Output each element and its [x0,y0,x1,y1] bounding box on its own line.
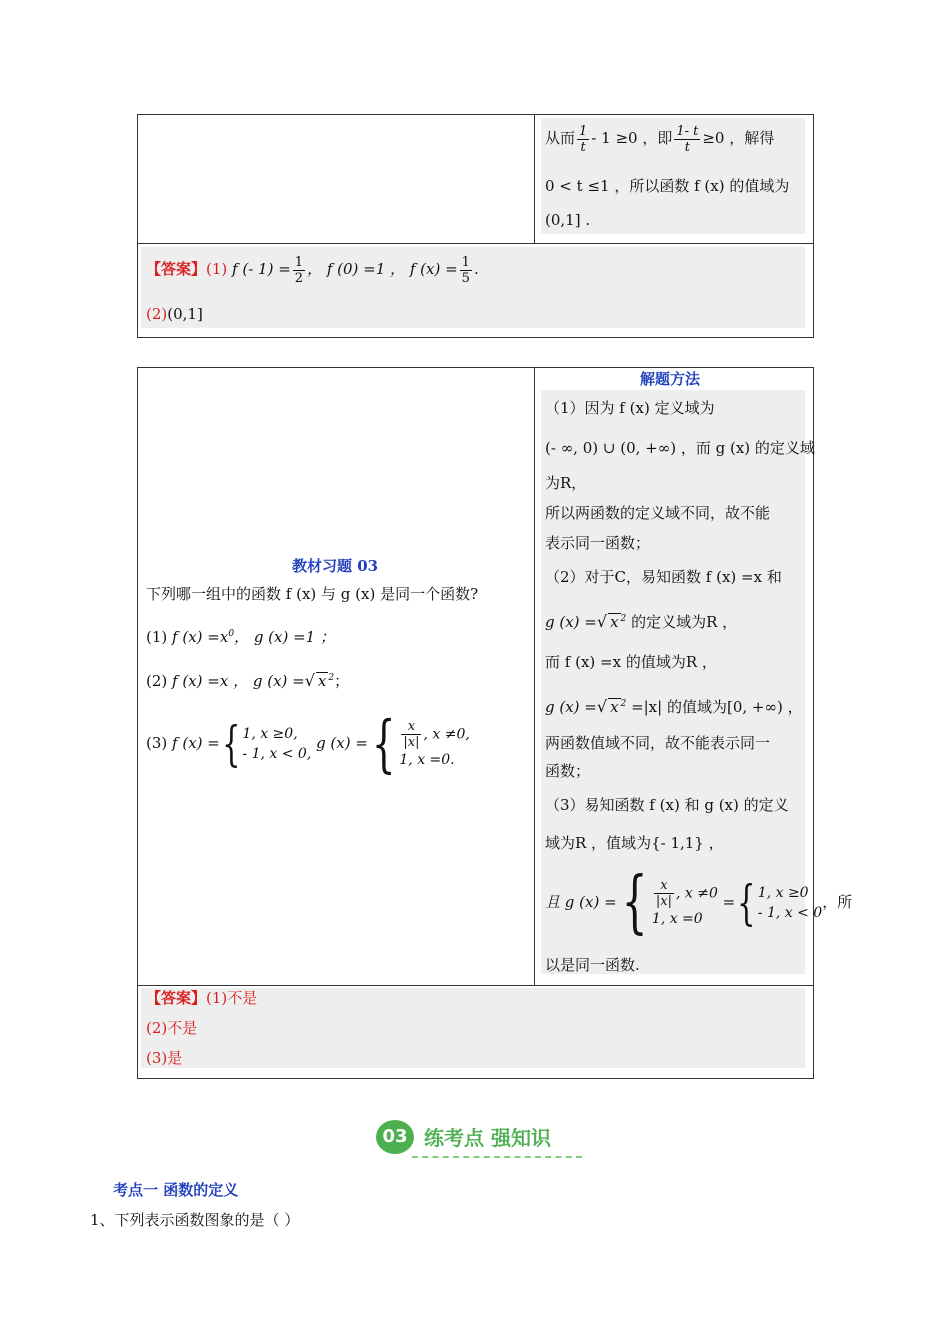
solution-line-3: 为R， [545,474,587,492]
exam-point-heading: 考点一 函数的定义 [113,1181,239,1199]
table-1-answer-line-2: (2)(0,1] [146,305,203,323]
fraction: $\frac{1}{2}$ [294,254,304,286]
solution-line-2: (- ∞, 0) ∪ (0, +∞) ，而 g (x) 的定义域 [545,439,815,457]
table-2-answer-line-3: (3)是 [146,1049,183,1067]
fraction: $\frac{1- t}{t}$ [676,123,699,155]
solution-line-7: g (x) =√ x $^2$ 的定义域为R ， [545,612,738,631]
exercise-part-2: (2) f (x) =x ， g (x) =√ x $^2$； [146,671,350,690]
exercise-part-1: (1) f $(x) =x^0$， g (x) =1 ； [146,628,335,646]
solution-line-4: 所以两函数的定义域不同，故不能 [545,504,771,522]
method-title: 解题方法 [640,370,701,388]
solution-line-15: 以是同一函数. [545,956,640,974]
fraction: $\frac{1}{t}$ [579,123,588,155]
table-1-divider [534,114,535,243]
solution-line-9: g (x) =√ x $^2$ =|x| 的值域为[0, +∞) ， [545,697,803,716]
exercise-title: 教材习题 03 [292,557,379,575]
solution-line-10: 两函数值域不同，故不能表示同一 [545,734,771,752]
table-2-divider [534,367,535,985]
answer-tag: 【答案】 [146,989,207,1007]
table-1-solution-line-3: (0,1] . [545,211,591,229]
section-underline [412,1156,582,1158]
table-2-answer-line-2: (2)不是 [146,1019,198,1037]
exercise-part-3: (3) f (x) ={ 1, x ≥0, - 1, x < 0, g (x) ={ $\frac{x}{|x|}$ , x ≠0, 1, x =0. [146,707,470,780]
table-1-solution-line-1: 从而 $\frac{1}{t}$ - 1 ≥0 ，即 $\frac{1- t}{t}$ ≥0 ，解得 [545,123,775,155]
table-1-solution-line-2: 0 < t ≤1 ，所以函数 f (x) 的值域为 [545,177,790,195]
solution-line-14: 且 g (x) ={ $\frac{x}{|x|}$ , x ≠0 1, x =0 ={ 1, x ≥0 - 1, x < 0 ，所 [545,863,853,942]
section-badge: 03 [376,1120,414,1154]
solution-line-1: （1）因为 f (x) 定义域为 [545,399,715,417]
exercise-question: 下列哪一组中的函数 f (x) 与 g (x) 是同一个函数? [146,585,479,603]
table-2-answer-line-1: 【答案】(1)不是 [146,989,258,1007]
question-1: 1、下列表示函数图象的是（ ） [90,1211,300,1229]
solution-line-12: （3）易知函数 f (x) 和 g (x) 的定义 [545,796,789,814]
solution-line-8: 而 f (x) =x 的值域为R ， [545,653,717,671]
table-1-answer-line-1: 【答案】(1) f (- 1) = $\frac{1}{2}$ ， f (0) =1 ， f (x) = $\frac{1}{5}$ . [146,254,479,286]
table-1-row-divider [137,243,814,244]
answer-tag: 【答案】 [146,260,207,278]
fraction: $\frac{1}{5}$ [461,254,470,286]
solution-line-5: 表示同一函数； [545,534,651,552]
solution-line-11: 函数； [545,762,591,780]
solution-line-6: （2）对于C，易知函数 f (x) =x 和 [545,568,782,586]
table-2-row-divider [137,985,814,986]
solution-line-13: 域为R ，值域为{- 1,1} ， [545,834,724,852]
section-title: 练考点 强知识 [424,1126,551,1150]
